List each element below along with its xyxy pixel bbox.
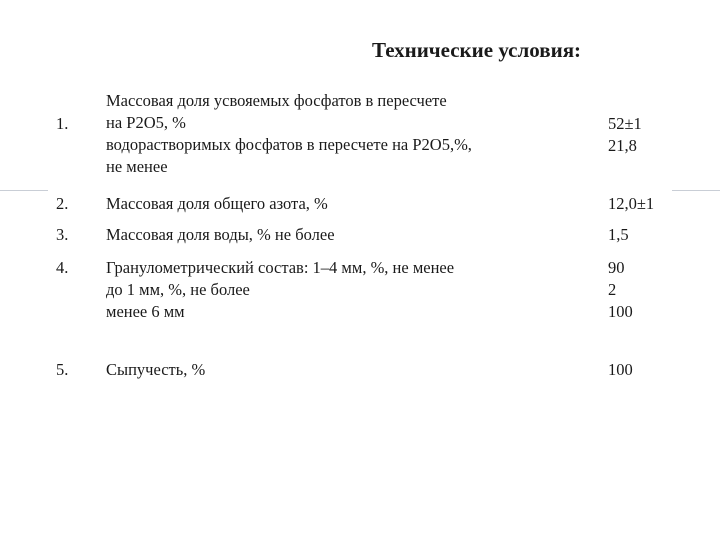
description-line: менее 6 мм <box>106 302 185 321</box>
value: 2 <box>608 280 617 299</box>
value: 1,5 <box>608 225 629 244</box>
row-number: 4. <box>56 258 69 277</box>
value: 100 <box>608 360 633 379</box>
description-line: Массовая доля воды, % не более <box>106 225 335 244</box>
description-line: Гранулометрический состав: 1–4 мм, %, не менее <box>106 258 455 277</box>
row-number: 2. <box>56 194 69 213</box>
description-line: Сыпучесть, % <box>106 360 206 379</box>
row-description <box>106 224 335 246</box>
row-values <box>608 359 633 381</box>
value: 12,0±1 <box>608 194 655 213</box>
description-line: Массовая доля общего азота, % <box>106 194 328 213</box>
row-values <box>608 113 642 157</box>
row-values <box>608 257 633 323</box>
row-values <box>608 193 654 215</box>
row-number: 5. <box>56 360 69 379</box>
row-number: 3. <box>56 225 69 244</box>
row-number: 1. <box>56 114 69 133</box>
value: 100 <box>608 302 633 321</box>
description-line: до 1 мм, %, не более <box>106 280 250 299</box>
row-description <box>106 193 328 215</box>
description-line: на P2O5, % <box>106 113 186 132</box>
description-line: не менее <box>106 157 168 176</box>
value: 21,8 <box>608 136 637 155</box>
right-divider-line <box>672 190 720 191</box>
page-title: Технические условия: <box>372 38 582 62</box>
description-line: Массовая доля усвояемых фосфатов в пересчете <box>106 91 447 110</box>
left-divider-line <box>0 190 48 191</box>
row-description <box>106 257 454 323</box>
value: 90 <box>608 258 625 277</box>
description-line: водорастворимых фосфатов в пересчете на P2O5,%, <box>106 135 472 154</box>
row-description <box>106 359 205 381</box>
row-description <box>106 90 472 178</box>
row-values <box>608 224 629 246</box>
value: 52±1 <box>608 114 642 133</box>
